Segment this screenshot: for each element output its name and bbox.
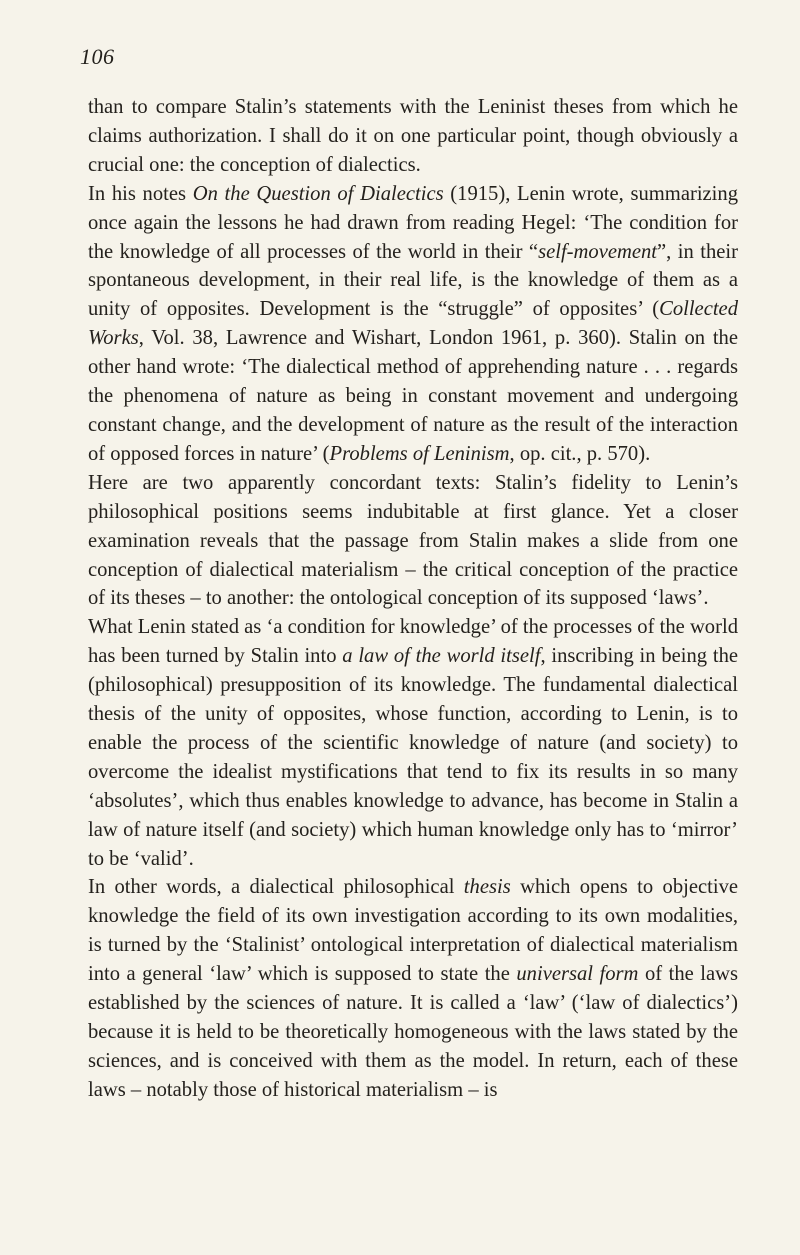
text-run: which opens to objective knowledge the field of its own investigation according to its own modalities, is turned by the ‘Stalinist’ ontological interpretation of dialectical materialism into a general ‘law’ which is supposed to state the	[88, 876, 739, 986]
text-run: What Lenin stated as ‘a condition for knowledge’ of the processes of the world has been turned by Stalin into	[88, 616, 738, 668]
text-run: , Vol. 38, Lawrence and Wishart, London 1961, p. 360). Stalin on the other hand wrote: ‘The dialectical method of apprehending nature . . . regards the phenomena of nature as being in constant movement and undergoing constant change, and the development of nature as the result of the interaction of opposed forces in nature’ (	[88, 327, 738, 465]
paragraph	[88, 873, 738, 1104]
text-run: of the laws established by the sciences of nature. It is called a ‘law’ (‘law of dialectics’) because it is held to be theoretically homogeneous with the laws stated by the sciences, and is conceived with them as the model. In return, each of these laws – notably those of historical materialism – is	[88, 963, 739, 1101]
paragraph	[88, 93, 738, 180]
italic-term: self-movement	[538, 240, 658, 263]
text-run: than to compare Stalin’s statements with the Leninist theses from which he claims authorization. I shall do it on one particular point, though obviously a crucial one: the conception of dialectics.	[88, 96, 738, 176]
italic-title: On the Question of Dialectics	[192, 182, 444, 205]
text-run: Here are two apparently concordant texts: Stalin’s fidelity to Lenin’s philosophical positions seems indubitable at first glance. Yet a closer examination reveals that the passage from Stalin makes a slide from one conception of dialectical materialism – the critical conception of the practice of its theses – to another: the ontological conception of its supposed ‘laws’.	[88, 471, 738, 610]
italic-title: Problems of Leninism	[329, 442, 510, 465]
italic-term: thesis	[463, 876, 511, 899]
text-run: ”, in their spontaneous development, in their real life, is the knowledge of them as a unity of opposites. Development is the “struggle” of opposites’ (	[88, 240, 738, 321]
paragraph	[88, 613, 738, 873]
italic-term: universal form	[516, 963, 639, 986]
text-run: , op. cit., p. 570).	[509, 442, 651, 465]
paragraph	[88, 469, 738, 614]
body-text	[88, 93, 738, 1105]
page-number: 106	[80, 44, 115, 69]
italic-phrase: a law of the world itself	[342, 645, 541, 668]
italic-title: Collected Works	[88, 298, 738, 350]
text-run: , inscribing in being the (philosophical) presupposition of its knowledge. The fundamental dialectical thesis of the unity of opposites, whose function, according to Lenin, is to enable the process of the scientific knowledge of nature (and society) to overcome the idealist mystifications that tend to fix its results in so many ‘absolutes’, which thus enables knowledge to advance, has become in Stalin a law of nature itself (and society) which human knowledge only has to ‘mirror’ to be ‘valid’.	[88, 645, 739, 870]
text-run: In his notes	[88, 182, 193, 205]
text-run: (1915), Lenin wrote, summarizing once again the lessons he had drawn from reading Hegel: ‘The condition for the knowledge of all processes of the world in their “	[88, 182, 738, 263]
paragraph	[88, 180, 738, 469]
text-run: In other words, a dialectical philosophical	[88, 876, 464, 899]
